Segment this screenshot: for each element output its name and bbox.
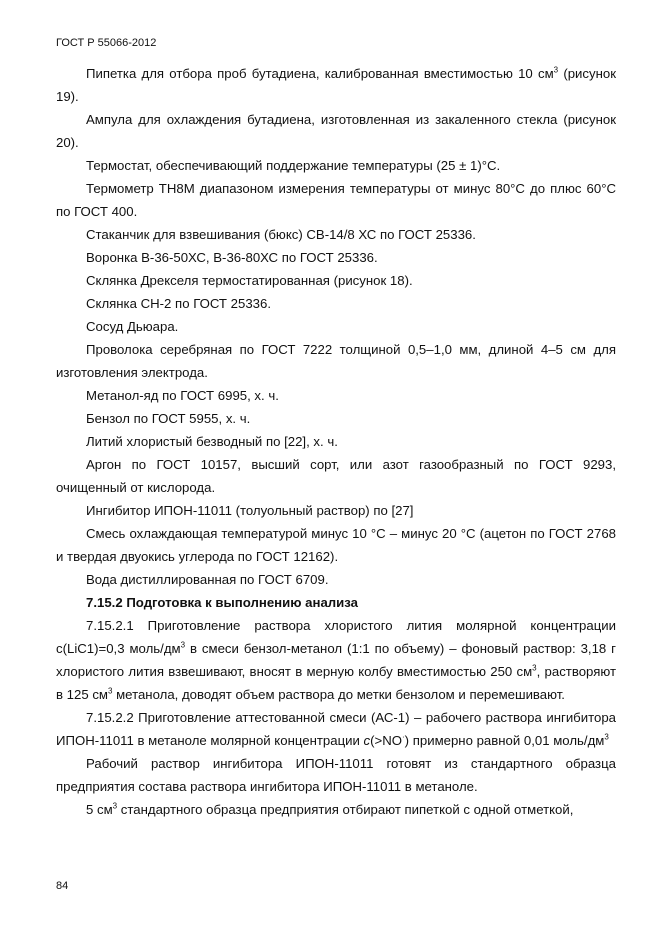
- paragraph-standard-sample: 5 $см^3$ стандартного образца предприятия отбирают пипеткой с одной отметкой,: [86, 801, 574, 817]
- paragraph-7-15-2-1: 7.15.2.1 Приготовление раствора хлористого лития молярной концентрации c(LiC1)=0,3 моль/$дм^3$ в смеси бензол-метанол (1:1 по объему) – фоновый раствор: 3,18 г хлористого лития взвешивают, вносят в мерную колбу вместимостью 250 $см^3$, растворяют в 125 $см^3$ метанола, доводят объем раствора до метки бензолом и перемешивают.: [56, 618, 616, 702]
- paragraph-pipette: Пипетка для отбора проб бутадиена, калиброванная вместимостью 10 $см^3$ (рисунок 19).: [56, 65, 616, 104]
- document-header: ГОСТ Р 55066-2012: [56, 37, 157, 49]
- paragraph-lithium-chloride: Литий хлористый безводный по [22], х. ч.: [86, 434, 338, 449]
- document-body: [56, 62, 616, 821]
- paragraph-funnel: Воронка В-36-50ХС, В-36-80ХС по ГОСТ 25336.: [86, 250, 378, 265]
- paragraph-benzene: Бензол по ГОСТ 5955, х. ч.: [86, 411, 251, 426]
- paragraph-thermostat: Термостат, обеспечивающий поддержание температуры (25 ± 1)°С.: [86, 158, 501, 173]
- paragraph-weighing-cup: Стаканчик для взвешивания (бюкс) СВ-14/8 ХС по ГОСТ 25336.: [86, 227, 476, 242]
- paragraph-methanol: Метанол-яд по ГОСТ 6995, х. ч.: [86, 388, 279, 403]
- paragraph-argon: Аргон по ГОСТ 10157, высший сорт, или азот газообразный по ГОСТ 9293, очищенный от кислорода.: [56, 457, 616, 495]
- paragraph-drechsel-bottle: Склянка Дрекселя термостатированная (рисунок 18).: [86, 273, 413, 288]
- paragraph-inhibitor: Ингибитор ИПОН-11011 (толуольный раствор) по [27]: [86, 503, 414, 518]
- paragraph-distilled-water: Вода дистиллированная по ГОСТ 6709.: [86, 572, 329, 587]
- paragraph-silver-wire: Проволока серебряная по ГОСТ 7222 толщиной 0,5–1,0 мм, длиной 4–5 см для изготовления электрода.: [56, 342, 616, 380]
- paragraph-ampoule: Ампула для охлаждения бутадиена, изготовленная из закаленного стекла (рисунок 20).: [56, 112, 616, 150]
- paragraph-7-15-2-2: 7.15.2.2 Приготовление аттестованной смеси (АС-1) – рабочего раствора ингибитора ИПОН-11011 в метаноле молярной концентрации c(>NO·) примерно равной 0,01 моль/$дм^3$: [56, 710, 616, 748]
- page-number: 84: [56, 880, 69, 892]
- section-heading: 7.15.2 Подготовка к выполнению анализа: [86, 595, 358, 610]
- paragraph-cooling-mixture: Смесь охлаждающая температурой минус 10 °С – минус 20 °С (ацетон по ГОСТ 2768 и твердая двуокись углерода по ГОСТ 12162).: [56, 526, 616, 564]
- paragraph-dewar: Сосуд Дьюара.: [86, 319, 179, 334]
- paragraph-work-solution: Рабочий раствор ингибитора ИПОН-11011 готовят из стандартного образца предприятия состава раствора ингибитора ИПОН-11011 в метаноле.: [56, 756, 616, 794]
- paragraph-bottle-sn2: Склянка СН-2 по ГОСТ 25336.: [86, 296, 271, 311]
- paragraph-thermometer: Термометр ТН8М диапазоном измерения температуры от минус 80°С до плюс 60°С по ГОСТ 400.: [56, 181, 616, 219]
